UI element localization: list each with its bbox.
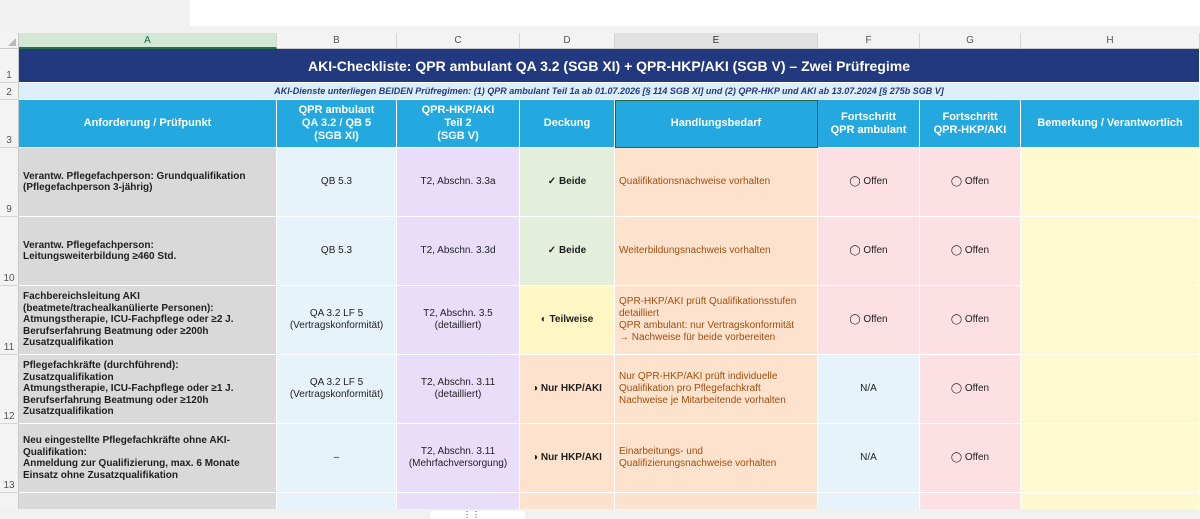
- column-header-f[interactable]: F: [818, 33, 920, 49]
- cell-requirement[interactable]: Verantw. Pflegefachperson: Leitungsweiterbildung ≥460 Std.: [19, 217, 277, 286]
- cell-action-needed[interactable]: Nur QPR-HKP/AKI prüft individuelle Qualifikation pro Pflegefachkraft Nachweise je Mitarbeitende vorhalten: [615, 355, 818, 424]
- cell-requirement[interactable]: Neu eingestellte Pflegefachkräfte ohne AKI-Qualifikation: Anmeldung zur Qualifizierung, max. 6 Monate Einsatz ohne Zusatzqualifikation: [19, 424, 277, 493]
- cell-qpr-ambulant[interactable]: –: [277, 424, 397, 493]
- cell-remarks[interactable]: [1021, 217, 1200, 286]
- row-header-11[interactable]: 11: [0, 286, 19, 355]
- row-header-9[interactable]: 9: [0, 148, 19, 217]
- cell-coverage[interactable]: ◐ Teilweise: [520, 286, 615, 355]
- column-header-a[interactable]: A: [19, 33, 277, 49]
- cell-qpr-ambulant[interactable]: QB 5.3: [277, 148, 397, 217]
- cell-progress-hkp-aki[interactable]: ◯ Offen: [920, 355, 1021, 424]
- formula-bar[interactable]: [190, 0, 1200, 26]
- cell-qpr-hkp-aki[interactable]: T2, Abschn. 3.3a: [397, 148, 520, 217]
- row-header-12[interactable]: 12: [0, 355, 19, 424]
- column-header-d[interactable]: D: [520, 33, 615, 49]
- cell-qpr-ambulant-partial[interactable]: [277, 493, 397, 509]
- cell-progress-hkp-aki[interactable]: ◯ Offen: [920, 148, 1021, 217]
- cell-remarks[interactable]: [1021, 355, 1200, 424]
- cell-requirement[interactable]: Fachbereichsleitung AKI (beatmete/trachealkanülierte Personen): Atmungstherapie, ICU-Fachpflege oder ≥2 J. Berufserfahrung Beatmung oder ≥200h Zusatzqualifikation: [19, 286, 277, 355]
- cell-action-needed[interactable]: Weiterbildungsnachweis vorhalten: [615, 217, 818, 286]
- cell-remarks[interactable]: [1021, 286, 1200, 355]
- row-header-3[interactable]: 3: [0, 100, 19, 148]
- cell-action-needed[interactable]: Einarbeitungs- und Qualifizierungsnachweise vorhalten: [615, 424, 818, 493]
- column-header-h[interactable]: H: [1021, 33, 1200, 49]
- spreadsheet-grid[interactable]: [0, 33, 1200, 509]
- cell-remarks[interactable]: [1021, 424, 1200, 493]
- select-all-corner[interactable]: [0, 33, 19, 49]
- cell-requirement[interactable]: Verantw. Pflegefachperson: Grundqualifikation (Pflegefachperson 3-jährig): [19, 148, 277, 217]
- cell-coverage-partial[interactable]: [520, 493, 615, 509]
- cell-progress-hkp-aki[interactable]: ◯ Offen: [920, 424, 1021, 493]
- header-progress-hkp-aki[interactable]: Fortschritt QPR-HKP/AKI: [920, 100, 1021, 148]
- cell-progress-ambulant-partial[interactable]: [818, 493, 920, 509]
- header-remarks[interactable]: Bemerkung / Verantwortlich: [1021, 100, 1200, 148]
- column-header-g[interactable]: G: [920, 33, 1021, 49]
- header-progress-ambulant[interactable]: Fortschritt QPR ambulant: [818, 100, 920, 148]
- cell-qpr-ambulant[interactable]: QA 3.2 LF 5 (Vertragskonformität): [277, 286, 397, 355]
- cell-remarks-partial[interactable]: [1021, 493, 1200, 509]
- cell-coverage[interactable]: ✓ Beide: [520, 217, 615, 286]
- cell-progress-ambulant[interactable]: N/A: [818, 355, 920, 424]
- cell-coverage[interactable]: ◑ Nur HKP/AKI: [520, 355, 615, 424]
- horizontal-scrollbar-track[interactable]: [0, 509, 1200, 519]
- row-header-14[interactable]: [0, 493, 19, 509]
- cell-progress-hkp-aki[interactable]: ◯ Offen: [920, 286, 1021, 355]
- cell-coverage[interactable]: ✓ Beide: [520, 148, 615, 217]
- cell-remarks[interactable]: [1021, 148, 1200, 217]
- row-header-2[interactable]: 2: [0, 83, 19, 100]
- cell-action-needed[interactable]: QPR-HKP/AKI prüft Qualifikationsstufen detailliert QPR ambulant: nur Vertragskonformität → Nachweise für beide vorbereiten: [615, 286, 818, 355]
- row-header-10[interactable]: 10: [0, 217, 19, 286]
- column-header-b[interactable]: B: [277, 33, 397, 49]
- cell-progress-ambulant[interactable]: ◯ Offen: [818, 286, 920, 355]
- cell-qpr-ambulant[interactable]: QB 5.3: [277, 217, 397, 286]
- cell-qpr-hkp-aki[interactable]: T2, Abschn. 3.3d: [397, 217, 520, 286]
- cell-qpr-hkp-aki[interactable]: T2, Abschn. 3.5 (detailliert): [397, 286, 520, 355]
- sheet-title[interactable]: AKI-Checkliste: QPR ambulant QA 3.2 (SGB XI) + QPR-HKP/AKI (SGB V) – Zwei Prüfregime: [19, 49, 1200, 83]
- cell-progress-hkp-aki-partial[interactable]: [920, 493, 1021, 509]
- sheet-subtitle[interactable]: AKI-Dienste unterliegen BEIDEN Prüfregimen: (1) QPR ambulant Teil 1a ab 01.07.2026 [§ 114 SGB XI] und (2) QPR-HKP und AKI ab 13.07.2024 [§ 275b SGB V]: [19, 83, 1200, 100]
- cell-progress-hkp-aki[interactable]: ◯ Offen: [920, 217, 1021, 286]
- cell-qpr-hkp-aki[interactable]: T2, Abschn. 3.11 (Mehrfachversorgung): [397, 424, 520, 493]
- cell-qpr-hkp-aki[interactable]: T2, Abschn. 3.11 (detailliert): [397, 355, 520, 424]
- cell-requirement-partial[interactable]: [19, 493, 277, 509]
- cell-progress-ambulant[interactable]: N/A: [818, 424, 920, 493]
- scroll-grip-icon: ⋮⋮: [463, 510, 481, 519]
- cell-qpr-hkp-aki-partial[interactable]: [397, 493, 520, 509]
- cell-requirement[interactable]: Pflegefachkräfte (durchführend): Zusatzqualifikation Atmungstherapie, ICU-Fachpflege oder ≥1 J. Berufserfahrung Beatmung oder ≥120h Zusatzqualifikation: [19, 355, 277, 424]
- row-header-13[interactable]: 13: [0, 424, 19, 493]
- column-header-e[interactable]: E: [615, 33, 818, 49]
- cell-progress-ambulant[interactable]: ◯ Offen: [818, 217, 920, 286]
- header-qpr-hkp-aki[interactable]: QPR-HKP/AKI Teil 2 (SGB V): [397, 100, 520, 148]
- header-requirement[interactable]: Anforderung / Prüfpunkt: [19, 100, 277, 148]
- cell-coverage[interactable]: ◑ Nur HKP/AKI: [520, 424, 615, 493]
- toolbar-area: [0, 0, 1200, 33]
- cell-action-needed[interactable]: Qualifikationsnachweise vorhalten: [615, 148, 818, 217]
- header-action-needed[interactable]: Handlungsbedarf: [615, 100, 818, 148]
- row-header-1[interactable]: 1: [0, 49, 19, 83]
- header-coverage[interactable]: Deckung: [520, 100, 615, 148]
- cell-action-needed-partial[interactable]: [615, 493, 818, 509]
- header-qpr-ambulant[interactable]: QPR ambulant QA 3.2 / QB 5 (SGB XI): [277, 100, 397, 148]
- column-header-c[interactable]: C: [397, 33, 520, 49]
- cell-qpr-ambulant[interactable]: QA 3.2 LF 5 (Vertragskonformität): [277, 355, 397, 424]
- cell-progress-ambulant[interactable]: ◯ Offen: [818, 148, 920, 217]
